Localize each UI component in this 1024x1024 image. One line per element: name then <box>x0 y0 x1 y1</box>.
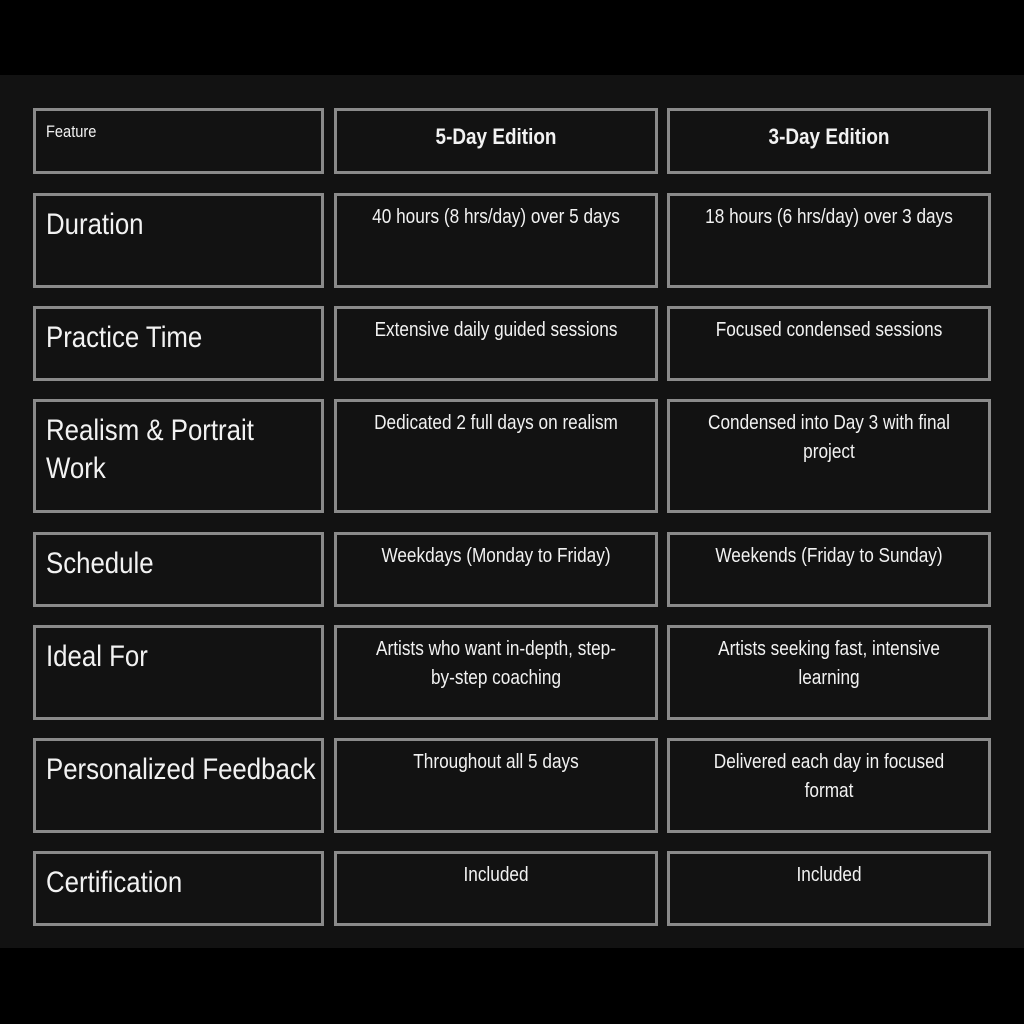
five-day-cell-practice-time <box>334 306 658 381</box>
five-day-cell-feedback <box>334 738 658 833</box>
five-day-value: Throughout all 5 days <box>413 751 579 773</box>
five-day-cell-duration <box>334 193 658 288</box>
header-3-day-cell <box>667 108 991 174</box>
five-day-value: Extensive daily guided sessions <box>374 319 618 341</box>
five-day-cell-schedule <box>334 532 658 607</box>
five-day-value: 40 hours (8 hrs/day) over 5 days <box>372 206 620 228</box>
three-day-cell-feedback <box>667 738 991 833</box>
feature-label: Personalized Feedback <box>46 753 316 786</box>
five-day-cell-certification <box>334 851 658 926</box>
five-day-cell-realism <box>334 399 658 513</box>
header-feature-label: Feature <box>46 122 97 141</box>
three-day-value: Artists seeking fast, intensive learning <box>718 638 940 689</box>
five-day-value: Artists who want in-depth, step-by-step coaching <box>376 638 616 689</box>
feature-cell-practice-time <box>33 306 324 381</box>
five-day-value: Dedicated 2 full days on realism <box>374 412 618 434</box>
header-5-day-cell <box>334 108 658 174</box>
three-day-cell-ideal-for <box>667 625 991 720</box>
three-day-cell-practice-time <box>667 306 991 381</box>
feature-cell-certification <box>33 851 324 926</box>
three-day-cell-realism <box>667 399 991 513</box>
feature-label: Practice Time <box>46 321 203 354</box>
three-day-value: Focused condensed sessions <box>715 319 943 341</box>
feature-cell-schedule <box>33 532 324 607</box>
feature-cell-realism <box>33 399 324 513</box>
five-day-value: Weekdays (Monday to Friday) <box>381 545 611 567</box>
feature-label: Realism & Portrait Work <box>46 414 254 485</box>
five-day-value: Included <box>463 864 529 886</box>
three-day-cell-certification <box>667 851 991 926</box>
three-day-cell-duration <box>667 193 991 288</box>
three-day-value: Included <box>796 864 862 886</box>
feature-cell-ideal-for <box>33 625 324 720</box>
feature-cell-feedback <box>33 738 324 833</box>
three-day-value: Delivered each day in focused format <box>713 751 945 802</box>
three-day-cell-schedule <box>667 532 991 607</box>
feature-label: Certification <box>46 866 183 899</box>
feature-label: Schedule <box>46 547 154 580</box>
feature-cell-duration <box>33 193 324 288</box>
header-3-day-label: 3-Day Edition <box>768 124 890 149</box>
three-day-value: 18 hours (6 hrs/day) over 3 days <box>705 206 953 228</box>
three-day-value: Condensed into Day 3 with final project <box>708 412 950 463</box>
three-day-value: Weekends (Friday to Sunday) <box>715 545 943 567</box>
header-feature-cell <box>33 108 324 174</box>
header-5-day-label: 5-Day Edition <box>435 124 557 149</box>
feature-label: Ideal For <box>46 640 148 673</box>
five-day-cell-ideal-for <box>334 625 658 720</box>
feature-label: Duration <box>46 208 144 241</box>
